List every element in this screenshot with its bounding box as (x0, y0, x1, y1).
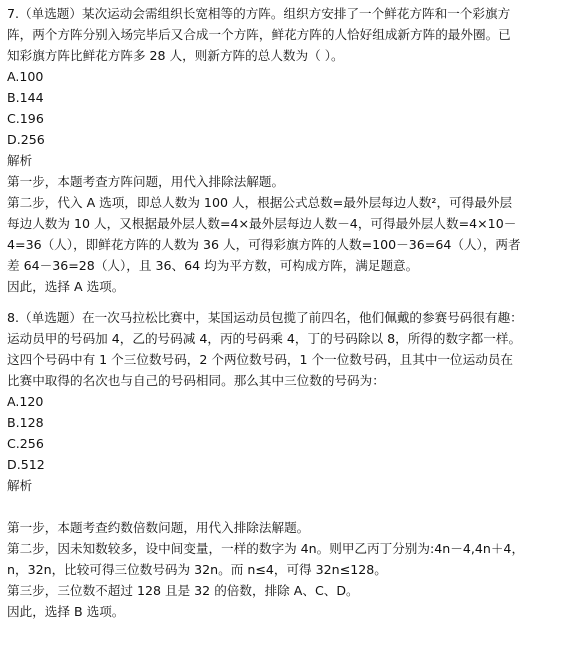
question-8-stem-line: 比赛中取得的名次也与自己的号码相同。那么其中三位数的号码为： (7, 373, 385, 388)
question-7-option-d: D.256 (7, 132, 45, 147)
question-8-option-c: C.256 (7, 436, 44, 451)
question-8-analysis-line: 因此，选择 B 选项。 (7, 604, 125, 619)
question-8-stem-line: 这四个号码中有 1 个三位数号码，2 个两位数号码，1 个一位数号码，且其中一位运动员在 (7, 352, 514, 367)
question-8 (7, 307, 569, 622)
blank-line (7, 496, 569, 517)
question-8-analysis-line: 第二步，因未知数较多，设中间变量，一样的数字为 4n。则甲乙丙丁分别为:4n－4,4n＋4， (7, 541, 525, 556)
question-8-analysis-line: n，32n，比较可得三位数号码为 32n。而 n≤4，可得 32n≤128。 (7, 562, 387, 577)
question-7-option-a: A.100 (7, 69, 44, 84)
question-8-stem-line: 运动员甲的号码加 4，乙的号码减 4，丙的号码乘 4，丁的号码除以 8，所得的数字都一样。 (7, 331, 522, 346)
question-7-analysis-line: 差 64－36=28（人），且 36、64 均为平方数，可构成方阵，满足题意。 (7, 258, 419, 273)
question-7 (7, 3, 569, 297)
question-7-analysis-line: 4=36（人），即鲜花方阵的人数为 36 人，可得彩旗方阵的人数=100－36=64（人），两者 (7, 237, 521, 252)
question-7-analysis-line: 每边人数为 10 人，又根据最外层人数=4×最外层每边人数－4，可得最外层人数=4×10－ (7, 216, 517, 231)
question-7-analysis-label: 解析 (7, 153, 33, 168)
question-7-option-c: C.196 (7, 111, 44, 126)
question-8-option-b: B.128 (7, 415, 44, 430)
question-7-stem-line: 知彩旗方阵比鲜花方阵多 28 人，则新方阵的总人数为（ ）。 (7, 48, 344, 63)
question-7-stem-line: 阵，两个方阵分别入场完毕后又合成一个方阵，鲜花方阵的人恰好组成新方阵的最外圈。已 (7, 27, 511, 42)
question-7-analysis-line: 第二步，代入 A 选项，即总人数为 100 人，根据公式总数=最外层每边人数²，可得最外层 (7, 195, 513, 210)
question-7-stem-line: 7.（单选题）某次运动会需组织长宽相等的方阵。组织方安排了一个鲜花方阵和一个彩旗方 (7, 6, 511, 21)
question-7-option-b: B.144 (7, 90, 44, 105)
question-7-analysis-line: 因此，选择 A 选项。 (7, 279, 125, 294)
question-8-option-d: D.512 (7, 457, 45, 472)
question-8-option-a: A.120 (7, 394, 44, 409)
question-8-analysis-label: 解析 (7, 478, 33, 493)
question-8-analysis-line: 第一步，本题考查约数倍数问题，用代入排除法解题。 (7, 520, 310, 535)
question-7-analysis-line: 第一步，本题考查方阵问题，用代入排除法解题。 (7, 174, 285, 189)
question-8-analysis-line: 第三步，三位数不超过 128 且是 32 的倍数，排除 A、C、D。 (7, 583, 359, 598)
question-8-stem-line: 8.（单选题）在一次马拉松比赛中，某国运动员包揽了前四名，他们佩戴的参赛号码很有趣： (7, 310, 523, 325)
